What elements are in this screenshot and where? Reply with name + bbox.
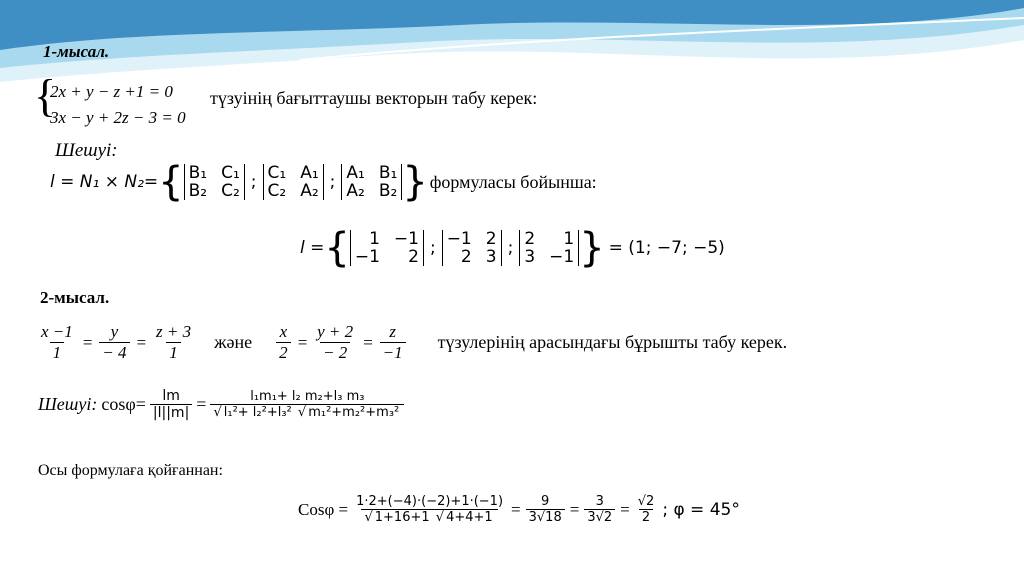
- formula-suffix: формуласы бойынша:: [429, 171, 597, 192]
- equation-1: 2x + y − z +1 = 0: [50, 82, 173, 101]
- coordinate-fraction: $\frac{\text{l₁m₁+ l₂ m₂+l₃ m₃}}{\text{√ l₁²+ l₂²+l₃² √ m₁²+m₂²+m₃²}}$: [210, 389, 404, 420]
- substitution-label: Осы формулаға қойғаннан:: [38, 462, 223, 479]
- line1-fraction-z: $\frac{z + 3}{1}$: [155, 322, 192, 362]
- example2-solution-label: Шешуі:: [38, 394, 98, 414]
- final-fraction-3: $\frac{3}{3√2}$: [584, 494, 615, 525]
- cos-label: cosφ=: [101, 394, 146, 414]
- example2-title: 2-мысал.: [40, 288, 110, 307]
- direction-vector-formula: l = N₁ × N₂= { B₁ C₁ B₂ C₂ ; C₁ A₁ C₂ A₂ ; A₁ B₁ A₂ B₂ } формуласы бойынша:: [50, 159, 597, 205]
- final-fraction-2: $\frac{9}{3√18}$: [526, 494, 565, 525]
- line1-fraction-y: $\frac{y}{- 4}$: [99, 322, 129, 363]
- example2-task: түзулерінің арасындағы бұрышты табу керек.: [437, 332, 788, 352]
- formula-lhs: l = N₁ × N₂=: [50, 172, 159, 192]
- header-banner: [0, 0, 1024, 95]
- line2-fraction-y: $\frac{y + 2}{- 2}$: [317, 322, 354, 362]
- canonical-lines: $\frac{x -1}{1}$ = $\frac{y}{- 4}$ = $\frac{z + 3}{1}$ және $\frac{x}{2}$ = $\frac{y + 2}{- 2}$ = $\frac{z}{-1}$ түзулерінің арасындағы бұрышты табу керек.: [38, 322, 787, 363]
- line2-fraction-z: $\frac{z}{-1}$: [380, 322, 406, 363]
- equation-2: 3x − y + 2z − 3 = 0: [50, 108, 186, 127]
- example1-solution-label: Шешуі:: [55, 140, 118, 161]
- result-rhs: = (1; −7; −5): [608, 238, 725, 258]
- final-fraction-4: $\frac{√2}{2}$: [637, 494, 655, 525]
- determinant-1: B₁ C₁ B₂ C₂: [184, 164, 245, 200]
- determinant-2: C₁ A₁ C₂ A₂: [263, 164, 324, 200]
- conjunction: және: [214, 332, 253, 352]
- final-computation: Cosφ = $\frac{1\cdot 2+(-4)\cdot(-2)+1\cdot(-1)}{√ 1+16+1 √ 4+4+1}$ = $\frac{9}{3√18}$ = $\frac{3}{3√2}$ = $\frac{√2}{2}$ ; φ = 45°: [298, 494, 740, 525]
- example1-title: 1-мысал.: [43, 42, 110, 61]
- determinant-3: A₁ B₁ A₂ B₂: [341, 164, 402, 200]
- final-tail: ; φ = 45°: [662, 499, 740, 520]
- result-determinant-1: 1 −1 −1 2: [350, 230, 424, 266]
- line1-fraction-x: $\frac{x -1}{1}$: [41, 322, 73, 362]
- system-brace: {: [34, 70, 57, 121]
- final-fraction-1: $\frac{1\cdot 2+(-4)\cdot(-2)+1\cdot(-1)}{√ 1+16+1 √ 4+4+1}$: [356, 494, 504, 525]
- cosine-formula: Шешуі: cosφ= $\frac{lm}{|l||m|}$ = $\frac{\text{l₁m₁+ l₂ m₂+l₃ m₃}}{\text{√ l₁²+ l₂²+l₃² √ m₁²+m₂²+m₃²}}$: [38, 388, 404, 421]
- result-lhs: l =: [300, 238, 325, 258]
- line2-fraction-x: $\frac{x}{2}$: [276, 322, 291, 363]
- vector-product-fraction: $\frac{lm}{|l||m|}$: [150, 388, 192, 421]
- example1-task: түзуінің бағыттаушы векторын табу керек:: [210, 88, 538, 108]
- final-lhs: Cosφ =: [298, 499, 349, 519]
- result-determinant-2: −1 2 2 3: [442, 230, 502, 266]
- direction-vector-result: l = { 1 −1 −1 2 ; −1 2 2 3 ; 2 1 3 −1 } = (1; −7; −5): [300, 225, 725, 271]
- result-determinant-3: 2 1 3 −1: [519, 230, 579, 266]
